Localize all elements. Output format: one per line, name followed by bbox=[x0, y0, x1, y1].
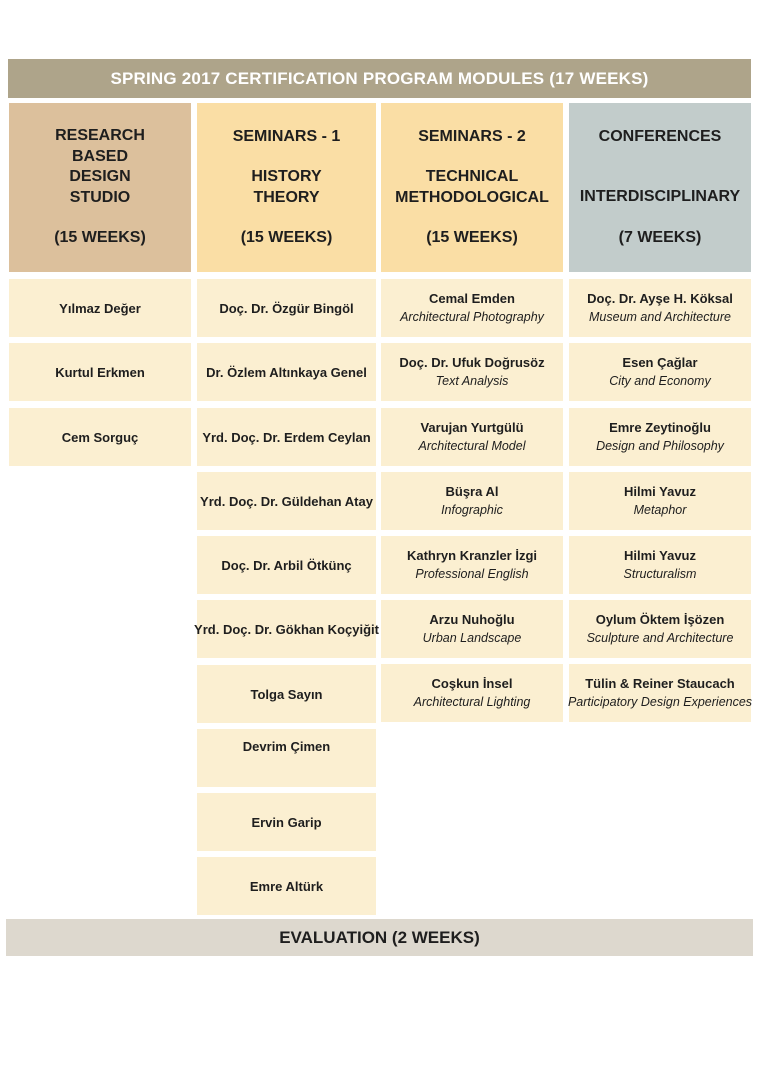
instructor-name: Doç. Dr. Ufuk Doğrusöz bbox=[399, 355, 545, 370]
conference-cell bbox=[569, 600, 751, 658]
seminar-2-cell bbox=[381, 279, 563, 337]
conference-cell bbox=[569, 279, 751, 337]
header-subtitle-line: TECHNICAL bbox=[425, 168, 519, 185]
header-subtitle-line: METHODOLOGICAL bbox=[395, 188, 549, 206]
instructor-name: Kathryn Kranzler İzgi bbox=[406, 548, 538, 563]
seminar-topic: Architectural Lighting bbox=[413, 695, 531, 709]
instructor-name: Büşra Al bbox=[445, 484, 499, 499]
speaker-name: Hilmi Yavuz bbox=[623, 484, 696, 499]
seminar-1-cell bbox=[197, 793, 376, 851]
header-title-line: BASED bbox=[71, 147, 128, 165]
instructor-name: Devrim Çimen bbox=[242, 739, 331, 754]
header-title-line: SEMINARS - 2 bbox=[418, 127, 526, 145]
header-title-line: STUDIO bbox=[69, 188, 131, 206]
seminar-1-cell bbox=[197, 343, 376, 401]
instructor-name: Cem Sorguç bbox=[61, 429, 139, 445]
instructor-name: Cemal Emden bbox=[429, 291, 515, 306]
seminar-2-cell bbox=[381, 408, 563, 466]
speaker-name: Oylum Öktem İşözen bbox=[595, 612, 725, 627]
header-subtitle-line: HISTORY bbox=[251, 168, 322, 185]
seminar-topic: Architectural Model bbox=[418, 439, 526, 453]
seminar-1-cell bbox=[197, 729, 376, 787]
instructor-name: Dr. Özlem Altınkaya Genel bbox=[206, 364, 367, 380]
instructor-name: Kurtul Erkmen bbox=[55, 364, 145, 380]
seminar-1-cell bbox=[197, 665, 376, 723]
header-duration: (15 WEEKS) bbox=[240, 229, 333, 246]
instructor-name: Yrd. Doç. Dr. Gökhan Koçyiğit bbox=[194, 621, 379, 637]
studio-instructor-cell bbox=[9, 343, 191, 401]
header-conferences bbox=[569, 103, 751, 272]
seminar-2-cell bbox=[381, 343, 563, 401]
conference-topic: Design and Philosophy bbox=[596, 439, 724, 453]
header-title-line: CONFERENCES bbox=[598, 127, 722, 145]
seminar-2-cell bbox=[381, 600, 563, 658]
seminar-2-cell bbox=[381, 664, 563, 722]
conference-cell bbox=[569, 536, 751, 594]
header-duration: (7 WEEKS) bbox=[618, 228, 702, 246]
instructor-name: Coşkun İnsel bbox=[431, 676, 513, 691]
studio-instructor-cell bbox=[9, 408, 191, 466]
seminar-topic: Professional English bbox=[415, 567, 529, 581]
instructor-name: Yrd. Doç. Dr. Güldehan Atay bbox=[200, 493, 373, 509]
header-research-based-design-studio bbox=[9, 103, 191, 272]
header-subtitle-line: INTERDISCIPLINARY bbox=[579, 188, 741, 206]
instructor-name: Emre Altürk bbox=[249, 878, 324, 894]
seminar-topic: Text Analysis bbox=[435, 374, 509, 388]
conference-cell bbox=[569, 664, 751, 722]
speaker-name: Esen Çağlar bbox=[622, 355, 698, 370]
conference-topic: City and Economy bbox=[609, 374, 711, 388]
seminar-topic: Infographic bbox=[441, 503, 503, 517]
conference-cell bbox=[569, 408, 751, 466]
instructor-name: Yılmaz Değer bbox=[59, 300, 141, 316]
header-subtitle-line: THEORY bbox=[253, 188, 320, 206]
conference-topic: Participatory Design Experiences bbox=[567, 695, 753, 709]
seminar-1-cell bbox=[194, 600, 379, 658]
header-duration: (15 WEEKS) bbox=[426, 229, 518, 246]
conference-topic: Museum and Architecture bbox=[589, 310, 731, 324]
speaker-name: Emre Zeytinoğlu bbox=[609, 420, 711, 435]
seminar-1-cell bbox=[197, 472, 376, 530]
instructor-name: Tolga Sayın bbox=[250, 686, 323, 702]
seminar-topic: Architectural Photography bbox=[400, 310, 544, 324]
instructor-name: Ervin Garip bbox=[251, 814, 322, 830]
conference-cell bbox=[569, 472, 751, 530]
seminar-topic: Urban Landscape bbox=[422, 631, 522, 645]
seminar-1-cell bbox=[197, 536, 376, 594]
instructor-name: Doç. Dr. Özgür Bingöl bbox=[219, 300, 354, 316]
conference-cell bbox=[569, 343, 751, 401]
header-duration: (15 WEEKS) bbox=[54, 229, 146, 247]
studio-instructor-cell bbox=[9, 279, 191, 337]
header-title-line: SEMINARS - 1 bbox=[232, 127, 341, 145]
header-title-line: RESEARCH bbox=[55, 127, 145, 145]
conference-topic: Sculpture and Architecture bbox=[586, 631, 734, 645]
speaker-name: Doç. Dr. Ayşe H. Köksal bbox=[587, 291, 733, 306]
seminar-1-cell bbox=[197, 408, 376, 466]
header-title-line: DESIGN bbox=[69, 168, 131, 186]
program-title-banner: SPRING 2017 CERTIFICATION PROGRAM MODULES (17 WEEKS) bbox=[8, 59, 751, 98]
instructor-name: Doç. Dr. Arbil Ötkünç bbox=[221, 557, 352, 573]
speaker-name: Hilmi Yavuz bbox=[623, 548, 696, 563]
evaluation-banner: EVALUATION (2 WEEKS) bbox=[6, 919, 753, 956]
conference-topic: Structuralism bbox=[623, 567, 697, 581]
seminar-2-cell bbox=[381, 472, 563, 530]
instructor-name: Varujan Yurtgülü bbox=[420, 420, 524, 435]
header-seminars-1 bbox=[197, 103, 376, 272]
seminar-1-cell bbox=[197, 857, 376, 915]
instructor-name: Arzu Nuhoğlu bbox=[429, 612, 515, 627]
seminar-1-cell bbox=[197, 279, 376, 337]
instructor-name: Yrd. Doç. Dr. Erdem Ceylan bbox=[202, 429, 371, 445]
seminar-2-cell bbox=[381, 536, 563, 594]
conference-topic: Metaphor bbox=[633, 503, 687, 517]
header-seminars-2 bbox=[381, 103, 563, 272]
speaker-name: Tülin & Reiner Staucach bbox=[585, 676, 735, 691]
